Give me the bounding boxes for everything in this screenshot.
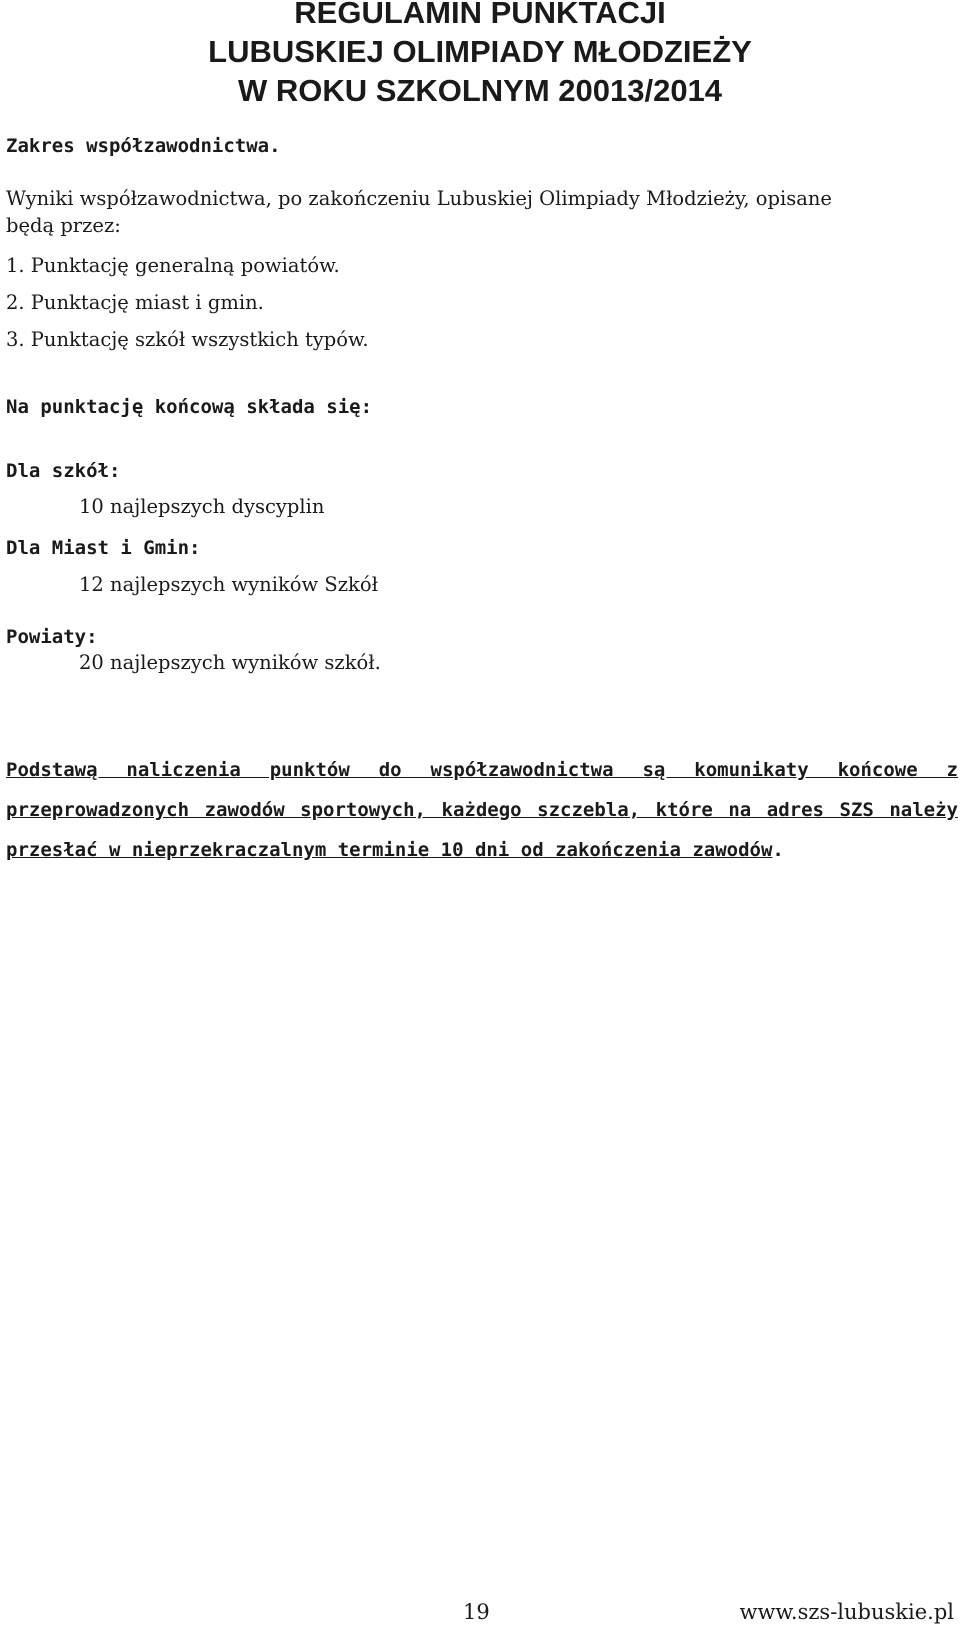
title-line-2: LUBUSKIEJ OLIMPIADY MŁODZIEŻY	[208, 34, 752, 69]
title-line-1: REGULAMIN PUNKTACJI	[294, 0, 666, 30]
scope-heading: Zakres współzawodnictwa.	[6, 135, 281, 157]
scope-item-2: 2. Punktację miast i gmin.	[6, 291, 264, 314]
scope-item-1: 1. Punktację generalną powiatów.	[6, 254, 340, 277]
scope-item-3: 3. Punktację szkół wszystkich typów.	[6, 328, 369, 351]
cities-value: 12 najlepszych wyników Szkół	[79, 573, 378, 596]
reporting-notice	[6, 750, 958, 870]
reporting-notice-text: Podstawą naliczenia punktów do współzawodnictwa są komunikaty końcowe z przeprowadzonych zawodów sportowych, każdego szczebla, które na adres SZS należy przesłać w nieprzekraczalnym terminie 10 dni od zakończenia zawodów	[6, 759, 958, 861]
cities-label: Dla Miast i Gmin:	[6, 537, 201, 559]
reporting-notice-end: .	[772, 839, 784, 861]
schools-label: Dla szkół:	[6, 460, 121, 482]
title-line-3: W ROKU SZKOLNYM 20013/2014	[237, 73, 723, 108]
schools-value: 10 najlepszych dyscyplin	[79, 495, 325, 518]
counties-label: Powiaty:	[6, 626, 98, 648]
counties-value: 20 najlepszych wyników szkół.	[79, 651, 381, 674]
footer-url: www.szs-lubuskie.pl	[739, 1600, 954, 1624]
scope-intro-line-1: Wyniki współzawodnictwa, po zakończeniu Lubuskiej Olimpiady Młodzieży, opisane	[6, 187, 832, 210]
scope-intro-line-2: będą przez:	[6, 214, 121, 237]
page-number: 19	[463, 1600, 490, 1624]
final-heading: Na punktację końcową składa się:	[6, 396, 373, 418]
